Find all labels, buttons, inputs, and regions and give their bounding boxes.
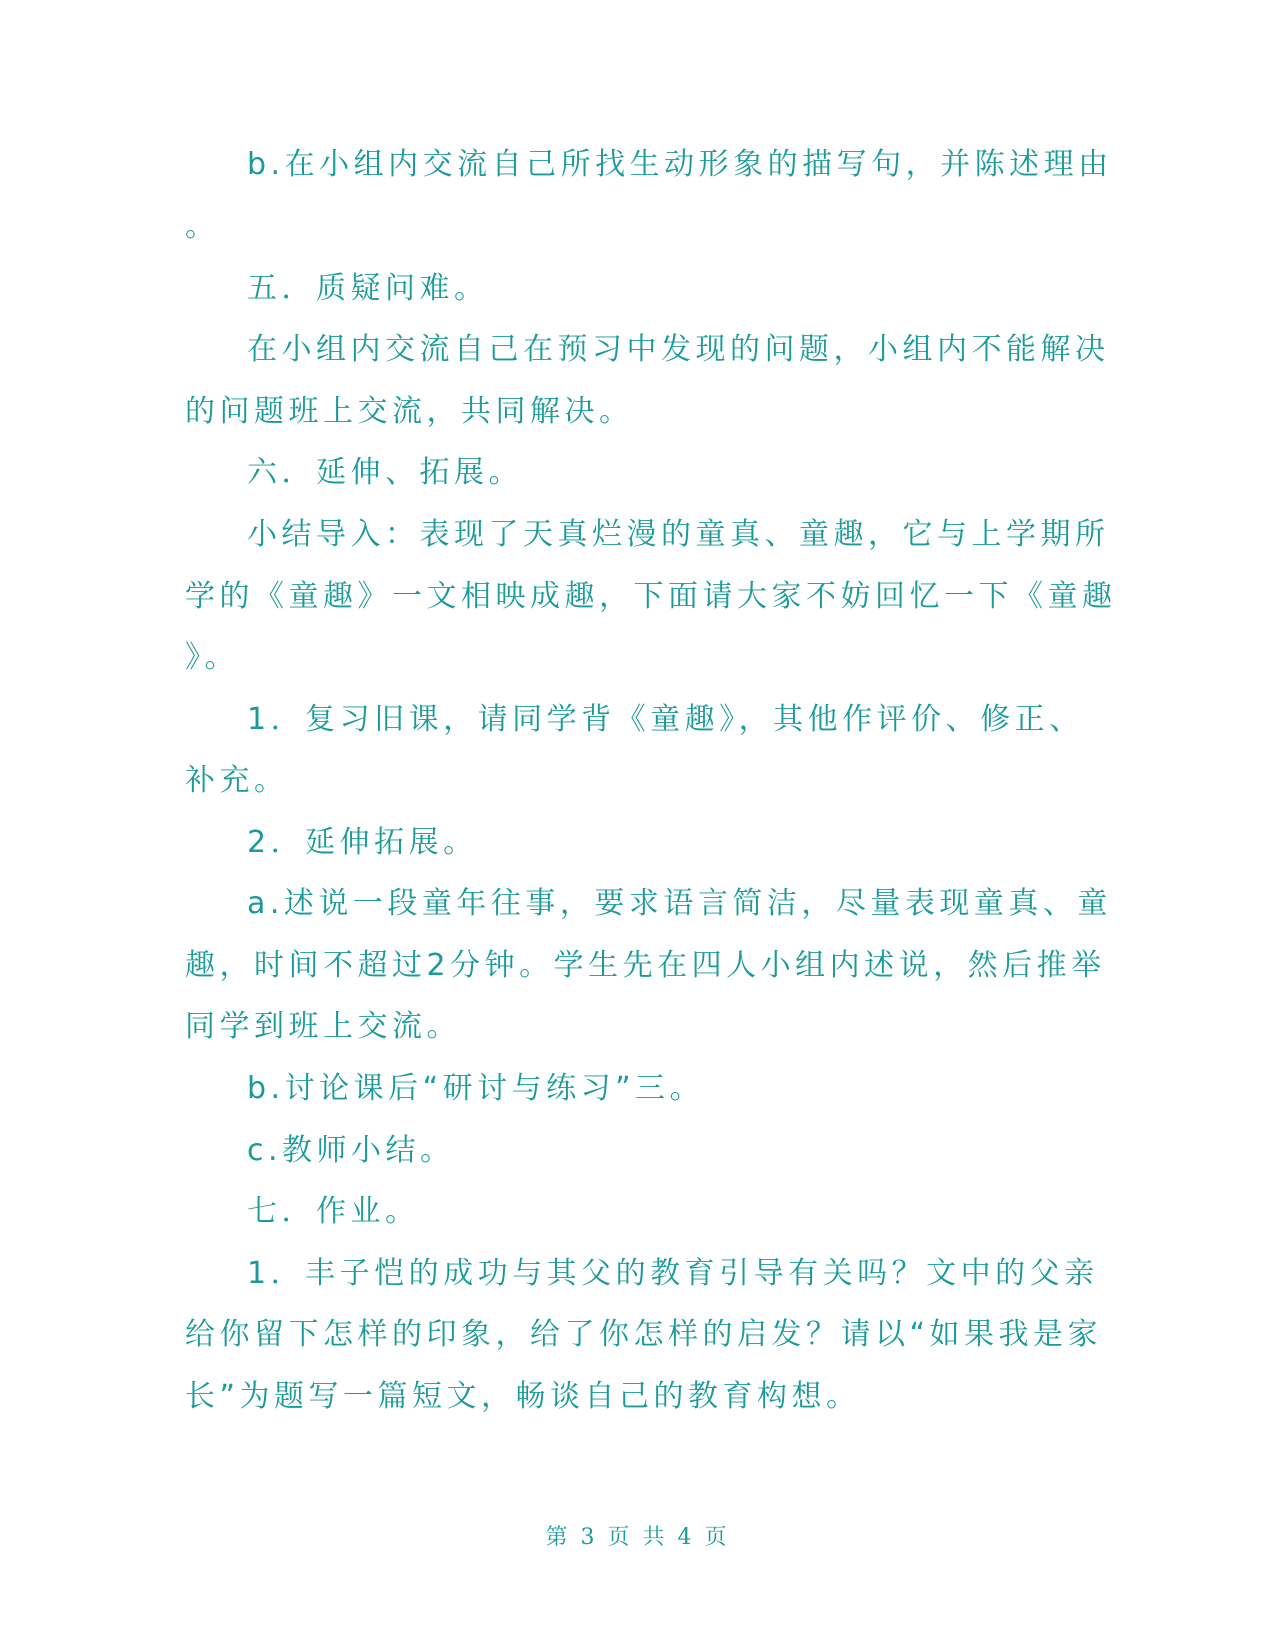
section-heading: 五．质疑问难。	[247, 271, 489, 306]
section-heading: 六．延伸、拓展。	[247, 455, 523, 490]
text-line: a.述说一段童年往事，要求语言简洁，尽量表现童真、童	[247, 886, 1112, 921]
text-line: 学的《童趣》一文相映成趣，下面请大家不妨回忆一下《童趣	[185, 579, 1117, 614]
text-line: 的问题班上交流，共同解决。	[185, 394, 634, 429]
text-line: 1．复习旧课，请同学背《童趣》，其他作评价、修正、	[247, 702, 1084, 737]
text-line: 2．延伸拓展。	[247, 825, 478, 860]
text-line: 补充。	[185, 763, 289, 798]
text-line: 。	[185, 209, 220, 244]
text-line: 同学到班上交流。	[185, 1009, 461, 1044]
text-line: b.讨论课后“研讨与练习”三。	[247, 1071, 705, 1106]
text-line: 给你留下怎样的印象，给了你怎样的启发？请以“如果我是家	[185, 1317, 1103, 1352]
text-line: b.在小组内交流自己所找生动形象的描写句，并陈述理由	[247, 147, 1113, 182]
text-line: 趣，时间不超过2分钟。学生先在四人小组内述说，然后推举	[185, 948, 1106, 983]
text-line: 1．丰子恺的成功与其父的教育引导有关吗？文中的父亲	[247, 1256, 1099, 1291]
text-line: 长”为题写一篇短文，畅谈自己的教育构想。	[185, 1379, 861, 1414]
section-heading: 七．作业。	[247, 1194, 420, 1229]
page-number: 第 3 页 共 4 页	[545, 1525, 730, 1550]
text-line: 在小组内交流自己在预习中发现的问题，小组内不能解决	[247, 332, 1110, 367]
text-line: 小结导入：表现了天真烂漫的童真、童趣，它与上学期所	[247, 517, 1110, 552]
text-line: c.教师小结。	[247, 1133, 455, 1168]
text-line: 》。	[185, 640, 239, 675]
